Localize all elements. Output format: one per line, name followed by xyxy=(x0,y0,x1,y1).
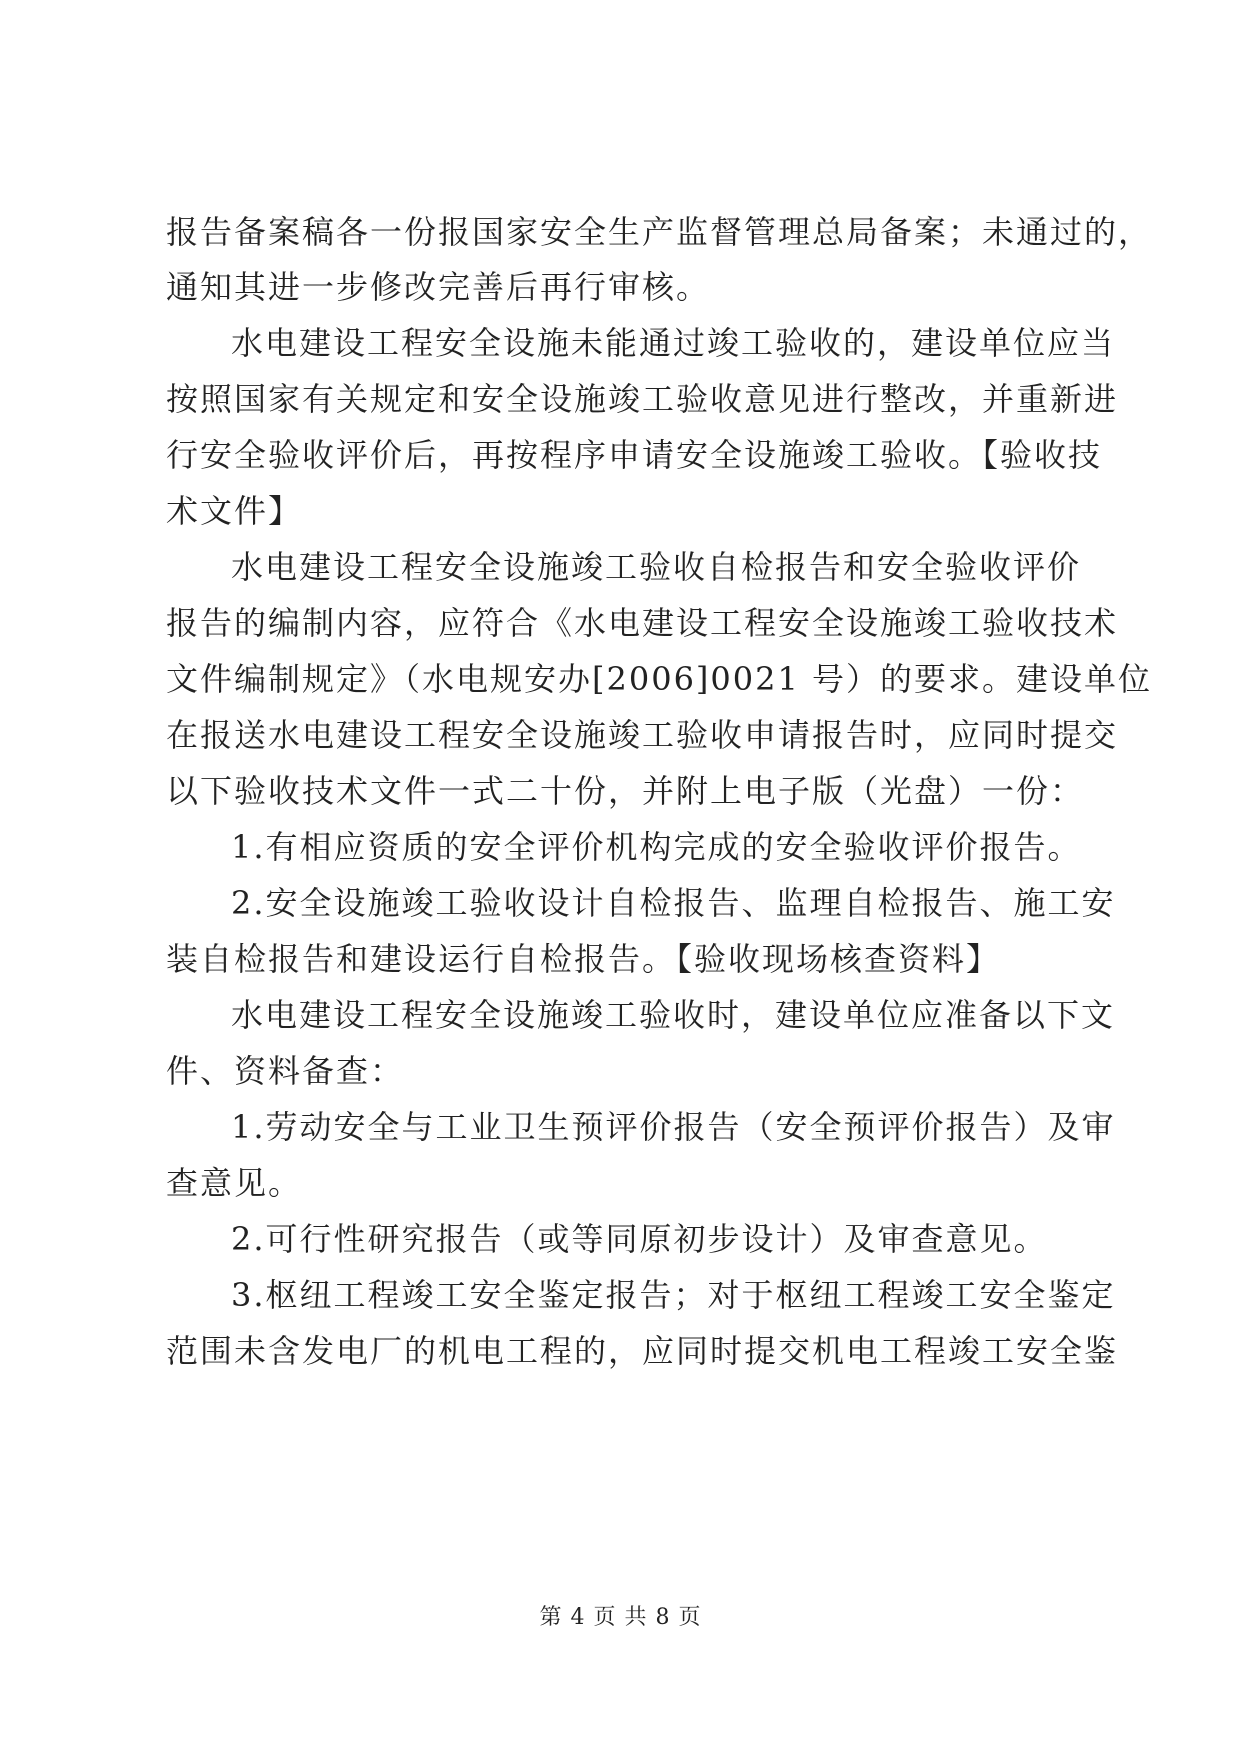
paragraph-line: 术文件】 xyxy=(166,492,303,530)
list-item: 2.可行性研究报告（或等同原初步设计）及审查意见。 xyxy=(231,1220,1048,1258)
paragraph-line: 在报送水电建设工程安全设施竣工验收申请报告时，应同时提交 xyxy=(166,716,1119,754)
list-item: 1.有相应资质的安全评价机构完成的安全验收评价报告。 xyxy=(231,828,1082,866)
paragraph-line: 水电建设工程安全设施未能通过竣工验收的，建设单位应当 xyxy=(231,324,1116,362)
list-item: 1.劳动安全与工业卫生预评价报告（安全预评价报告）及审 xyxy=(231,1108,1116,1146)
paragraph-line: 文件编制规定》（水电规安办[2006]0021 号）的要求。建设单位 xyxy=(166,660,1153,698)
paragraph-line: 按照国家有关规定和安全设施竣工验收意见进行整改，并重新进 xyxy=(166,380,1119,418)
paragraph-line: 通知其进一步修改完善后再行审核。 xyxy=(166,268,711,306)
paragraph-line: 报告的编制内容，应符合《水电建设工程安全设施竣工验收技术 xyxy=(166,604,1119,642)
paragraph-line: 行安全验收评价后，再按程序申请安全设施竣工验收。【验收技 xyxy=(166,436,1103,474)
paragraph-line: 查意见。 xyxy=(166,1164,303,1202)
page-number: 第 4 页 共 8 页 xyxy=(539,1605,702,1630)
paragraph-line: 装自检报告和建设运行自检报告。【验收现场核查资料】 xyxy=(166,940,1001,978)
paragraph-line: 以下验收技术文件一式二十份，并附上电子版（光盘）一份： xyxy=(166,772,1085,810)
paragraph-line: 件、资料备查： xyxy=(166,1052,405,1090)
list-item: 2.安全设施竣工验收设计自检报告、监理自检报告、施工安 xyxy=(231,884,1116,922)
paragraph-line: 水电建设工程安全设施竣工验收自检报告和安全验收评价 xyxy=(231,548,1082,586)
list-item: 3.枢纽工程竣工安全鉴定报告；对于枢纽工程竣工安全鉴定 xyxy=(231,1276,1116,1314)
paragraph-line: 报告备案稿各一份报国家安全生产监督管理总局备案；未通过的， xyxy=(166,213,1153,251)
paragraph-line: 水电建设工程安全设施竣工验收时，建设单位应准备以下文 xyxy=(231,996,1116,1034)
paragraph-line: 范围未含发电厂的机电工程的，应同时提交机电工程竣工安全鉴 xyxy=(166,1332,1119,1370)
